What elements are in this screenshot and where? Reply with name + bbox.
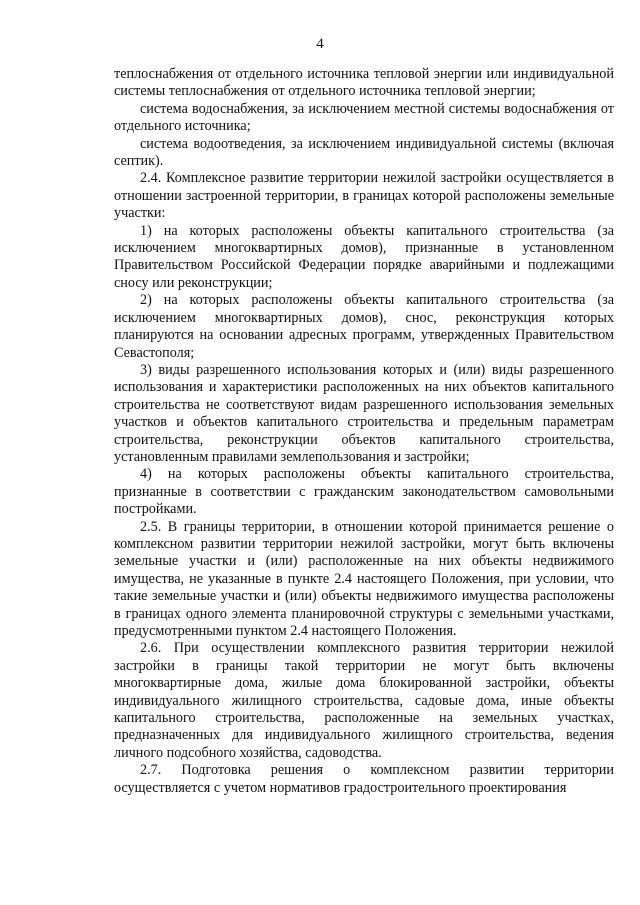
paragraph-2-4-item-3: 3) виды разрешенного использования которых и (или) виды разрешенного использования и характеристики расположенных на них объектов капитального строительства не соответствуют видам разрешенного использования земельных участков и объектов капитального строительства и предельным параметрам строительства, реконструкции объектов капитального строительства, установленным правилами землепользования и застройки; xyxy=(114,361,614,465)
paragraph-water-supply: система водоснабжения, за исключением местной системы водоснабжения от отдельного источника; xyxy=(114,100,614,135)
paragraph-drainage: система водоотведения, за исключением индивидуальной системы (включая септик). xyxy=(114,135,614,170)
paragraph-2-4-item-2: 2) на которых расположены объекты капитального строительства (за исключением многоквартирных домов), снос, реконструкция которых планируются на основании адресных программ, утвержденных Правительством Севастополя; xyxy=(114,292,614,361)
document-body xyxy=(114,66,614,797)
paragraph-2-4-item-1: 1) на которых расположены объекты капитального строительства (за исключением многоквартирных домов), признанные в установленном Правительством Российской Федерации порядке аварийными и подлежащими сносу или реконструкции; xyxy=(114,222,614,291)
paragraph-2-7: 2.7. Подготовка решения о комплексном развитии территории осуществляется с учетом нормативов градостроительного проектирования xyxy=(114,762,614,796)
paragraph-2-6: 2.6. При осуществлении комплексного развития территории нежилой застройки в границы такой территории не могут быть включены многоквартирные дома, жилые дома блокированной застройки, объекты индивидуального жилищного строительства, садовые дома, иные объекты капитального строительства, расположенные на земельных участках, предназначенных для индивидуального жилищного строительства, ведения личного подсобного хозяйства, садоводства. xyxy=(114,640,614,761)
paragraph-2-4: 2.4. Комплексное развитие территории нежилой застройки осуществляется в отношении застроенной территории, в границах которой расположены земельные участки: xyxy=(114,170,614,222)
paragraph-heating: теплоснабжения от отдельного источника тепловой энергии или индивидуальной системы теплоснабжения от отдельного источника тепловой энергии; xyxy=(114,66,614,100)
paragraph-2-4-item-4: 4) на которых расположены объекты капитального строительства, признанные в соответствии с гражданским законодательством самовольными постройками. xyxy=(114,466,614,518)
paragraph-2-5: 2.5. В границы территории, в отношении которой принимается решение о комплексном развитии территории нежилой застройки, могут быть включены земельные участки и (или) расположенные на них объекты недвижимого имущества, не указанные в пункте 2.4 настоящего Положения, при условии, что такие земельные участки и (или) объекты недвижимого имущества расположены в границах одного элемента планировочной структуры с земельными участками, предусмотренными пунктом 2.4 настоящего Положения. xyxy=(114,518,614,639)
page-number: 4 xyxy=(316,36,324,52)
